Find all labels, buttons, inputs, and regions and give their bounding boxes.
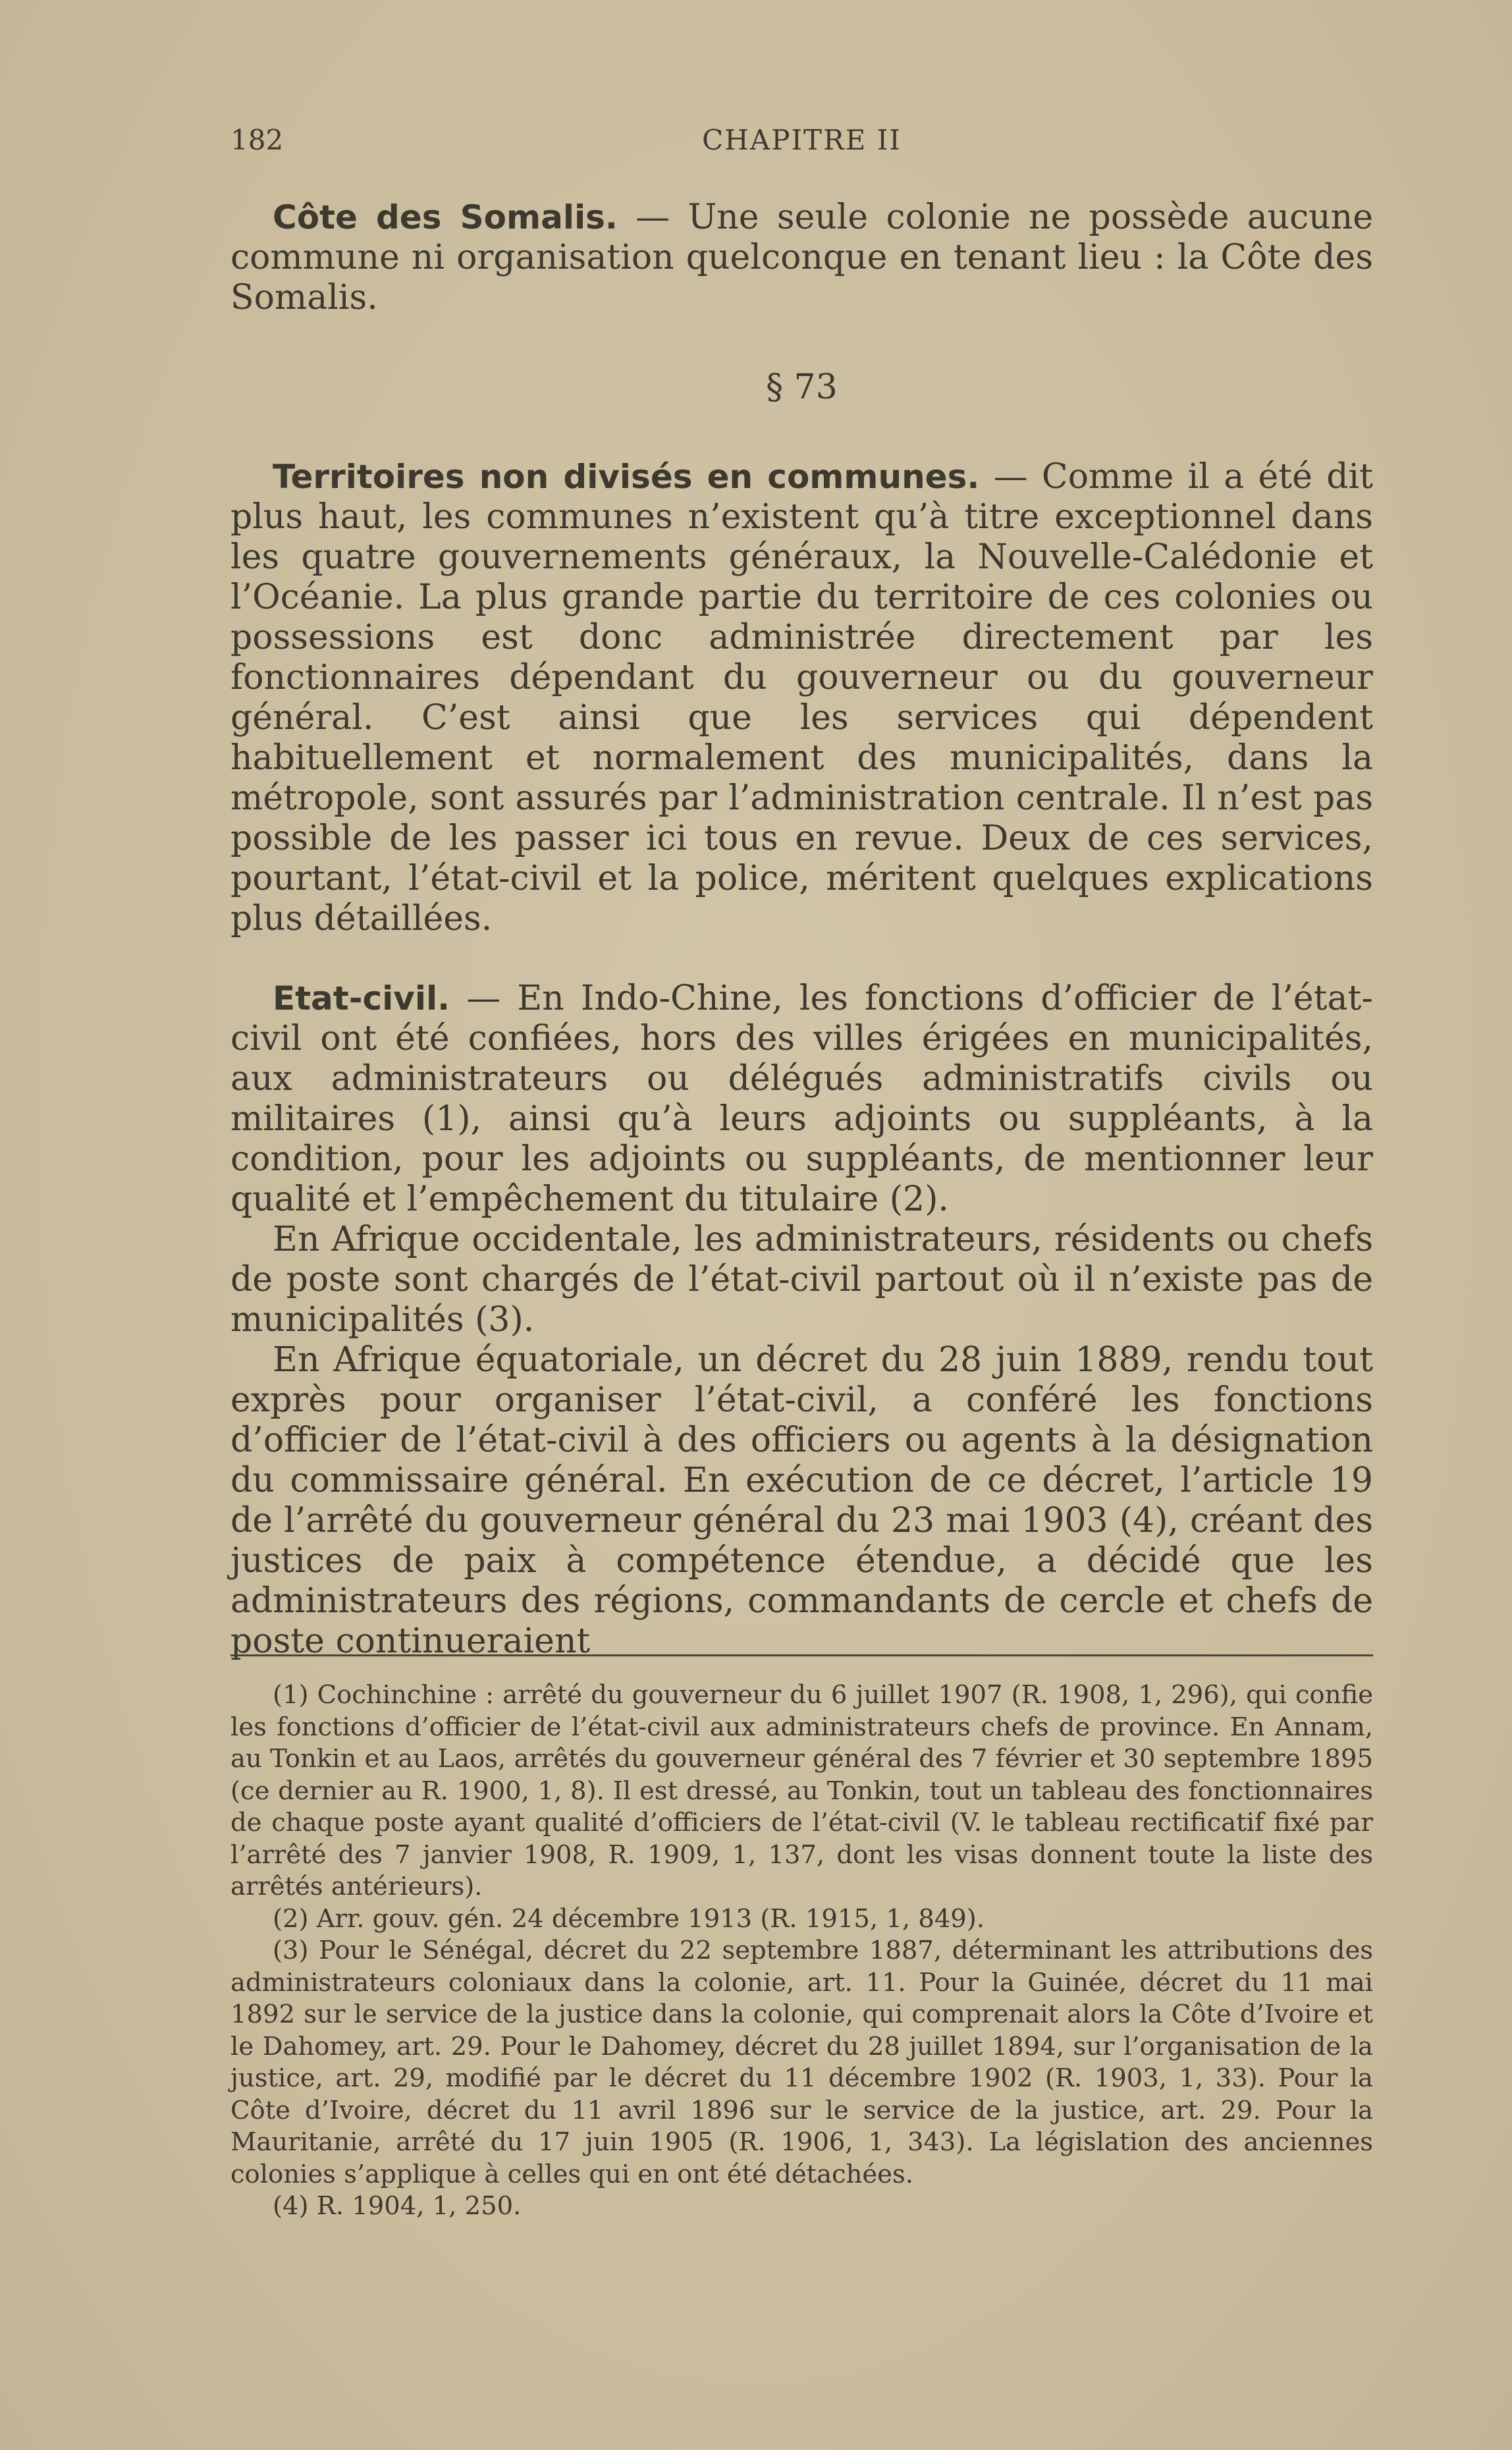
rubric-territoires: Territoires non divisés en communes. <box>273 458 980 496</box>
paragraph-cote-des-somalis <box>230 198 1373 318</box>
paragraph-text: — Comme il a été dit plus haut, les communes n’existent qu’à titre exceptionnel dans les quatre gouvernements généraux, la Nouvelle-Calédonie et l’Océanie. La plus grande partie du territoire de ces colonies ou possessions est donc administrée directement par les fonctionnaires dépendant du gouverneur ou du gouverneur général. C’est ainsi que les services qui dépendent habituellement et normalement des municipalités, dans la métropole, sont assurés par l’administration centrale. Il n’est pas possible de les passer ici tous en revue. Deux de ces services, pourtant, l’état-civil et la police, méritent quelques explications plus détaillées. <box>230 457 1374 939</box>
paragraph-afrique-equatoriale: En Afrique équatoriale, un décret du 28 juin 1889, rendu tout exprès pour organiser l’état-civil, a conféré les fonctions d’officier de l’état-civil à des officiers ou agents à la désignation du commissaire général. En exécution de ce décret, l’article 19 de l’arrêté du gouverneur général du 23 mai 1903 (4), créant des justices de paix à compétence étendue, a décidé que les administrateurs des régions, commandants de cercle et chefs de poste continueraient <box>230 1340 1373 1661</box>
paragraph-territoires <box>230 457 1373 939</box>
paragraph-afrique-occidentale: En Afrique occidentale, les administrateurs, résidents ou chefs de poste sont chargés de l’état-civil partout où il n’existe pas de municipalités (3). <box>230 1220 1373 1340</box>
paragraph-text: — En Indo-Chine, les fonctions d’officier de l’état-civil ont été confiées, hors des villes érigées en municipalités, aux administrateurs ou délégués administratifs civils ou militaires (1), ainsi qu’à leurs adjoints ou suppléants, à la condition, pour les adjoints ou suppléants, de mentionner leur qualité et l’empêchement du titulaire (2). <box>230 979 1373 1219</box>
paragraph-text: — Une seule colonie ne possède aucune commune ni organisation quelconque en tenant lieu : la Côte des Somalis. <box>230 198 1374 317</box>
footnote-divider <box>230 1654 1373 1656</box>
main-text <box>230 198 1373 1662</box>
page-number: 182 <box>230 124 284 156</box>
paragraph-etat-civil <box>230 979 1373 1220</box>
footnote-1: (1) Cochinchine : arrêté du gouverneur du 6 juillet 1907 (R. 1908, 1, 296), qui confie les fonctions d’officier de l’état-civil aux administrateurs chefs de province. En Annam, au Tonkin et au Laos, arrêtés du gouverneur général des 7 février et 30 septembre 1895 (ce dernier au R. 1900, 1, 8). Il est dressé, au Tonkin, tout un tableau des fonctionnaires de chaque poste ayant qualité d’officiers de l’état-civil (V. le tableau rectificatif fixé par l’arrêté des 7 janvier 1908, R. 1909, 1, 137, dont les visas donnent toute la liste des arrêtés antérieurs). <box>230 1680 1373 1901</box>
footnote-2: (2) Arr. gouv. gén. 24 décembre 1913 (R. 1915, 1, 849). <box>273 1903 985 1934</box>
footnotes <box>230 1679 1373 2223</box>
section-heading: § 73 <box>766 368 838 407</box>
page-header <box>230 124 1373 163</box>
rubric-cote-des-somalis: Côte des Somalis. <box>273 198 618 236</box>
running-title: CHAPITRE II <box>702 124 902 156</box>
footnote-3: (3) Pour le Sénégal, décret du 22 septembre 1887, déterminant les attributions des administrateurs coloniaux dans la colonie, art. 11. Pour la Guinée, décret du 11 mai 1892 sur le service de la justice dans la colonie, qui comprenait alors la Côte d’Ivoire et le Dahomey, art. 29. Pour le Dahomey, décret du 28 juillet 1894, sur l’organisation de la justice, art. 29, modifié par le décret du 11 décembre 1902 (R. 1903, 1, 33). Pour la Côte d’Ivoire, décret du 11 avril 1896 sur le service de la justice, art. 29. Pour la Mauritanie, arrêté du 17 juin 1905 (R. 1906, 1, 343). La législation des anciennes colonies s’applique à celles qui en ont été détachées. <box>230 1936 1373 2189</box>
footnote-4: (4) R. 1904, 1, 250. <box>273 2191 522 2221</box>
rubric-etat-civil: Etat-civil. <box>273 979 450 1018</box>
